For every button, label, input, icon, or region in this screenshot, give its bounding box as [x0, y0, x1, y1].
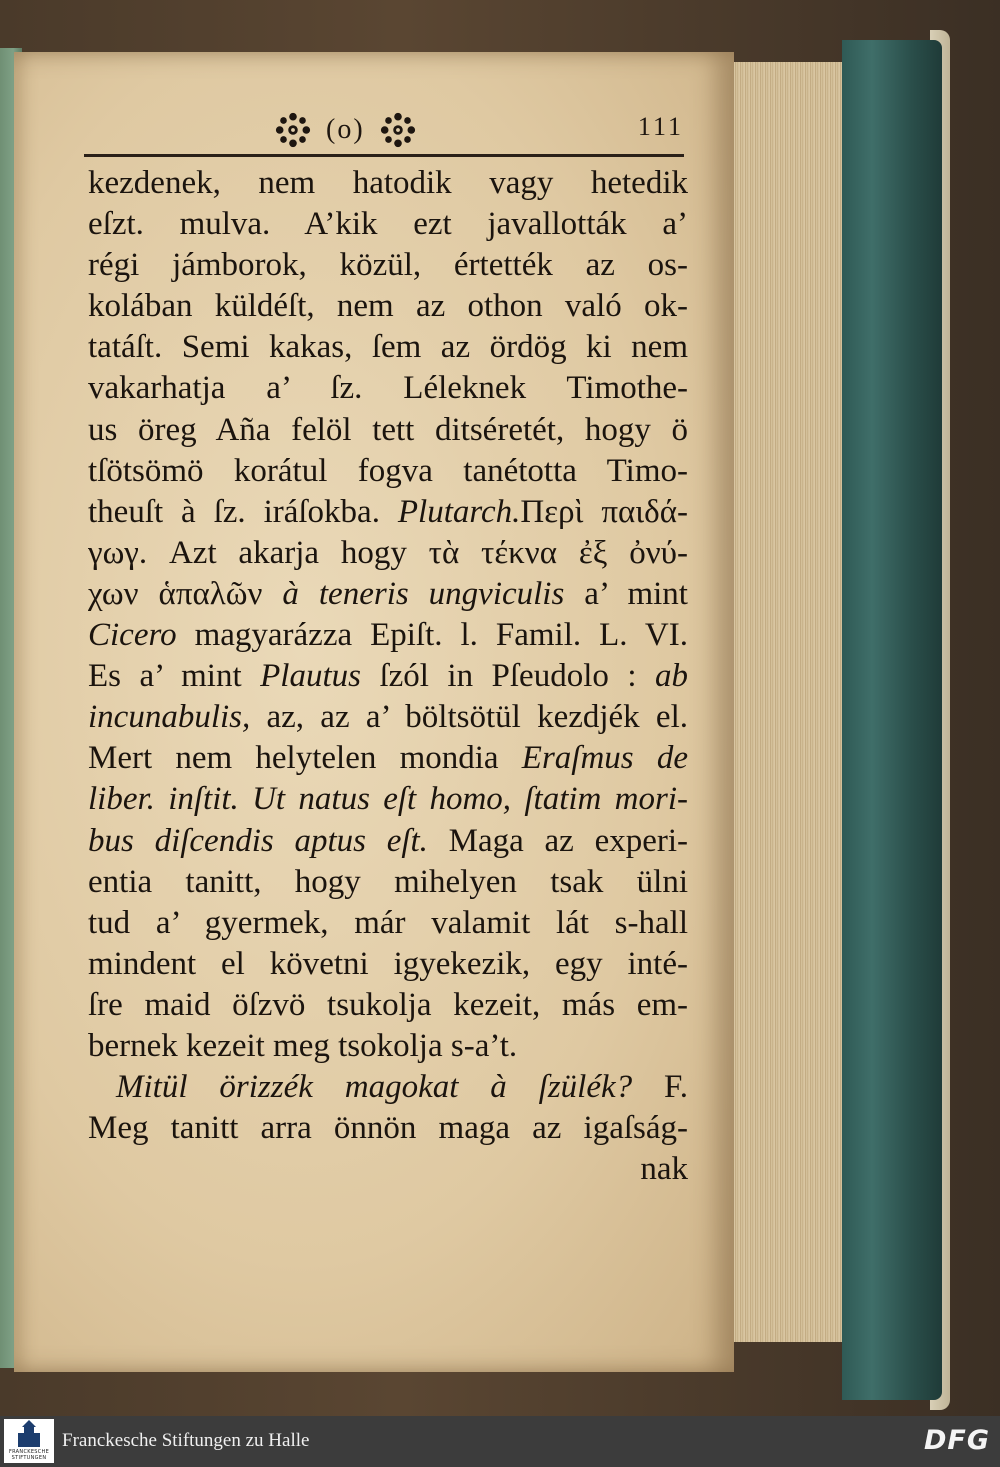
- text-line: [88, 862, 688, 903]
- building-icon: [4, 1419, 54, 1453]
- text-line: [88, 821, 688, 862]
- roman-text: Περὶ παιδά-: [520, 493, 688, 530]
- roman-text: χων ἁπαλῶν: [88, 575, 283, 612]
- text-line: [88, 985, 688, 1026]
- text-line: [88, 286, 688, 327]
- text-line: [88, 204, 688, 245]
- text-line: [88, 451, 688, 492]
- roman-text: Maga az experi-: [427, 822, 688, 859]
- text-line: [88, 574, 688, 615]
- book-cover-right: [842, 40, 942, 1400]
- italic-text: ab: [655, 658, 688, 695]
- text-line: [88, 368, 688, 409]
- roman-text: F.: [632, 1069, 688, 1106]
- text-line: [88, 779, 688, 820]
- text-line: [88, 327, 688, 368]
- roman-text: ſzól in Pſeudolo :: [360, 658, 655, 695]
- dfg-logo: DFG: [923, 1425, 990, 1456]
- italic-text: à teneris ungviculis: [282, 575, 565, 612]
- text-line: [88, 245, 688, 286]
- header-mark: (o): [326, 114, 365, 145]
- text-line: [88, 533, 688, 574]
- text-line: [88, 1108, 688, 1149]
- page-edges: [726, 62, 846, 1342]
- roman-text: kolában küldéſt, nem az othon való ok-: [88, 288, 688, 325]
- footer-bar: [0, 1416, 1000, 1467]
- roman-text: Mert nem helytelen mondia: [88, 740, 522, 777]
- roman-text: eſzt. mulva. A’kik ezt javallották a’: [88, 206, 688, 243]
- roman-text: régi jámborok, közül, értették az os-: [88, 247, 688, 284]
- italic-text: incunabulis,: [88, 699, 251, 736]
- roman-text: tud a’ gyermek, már valamit lát s-hall: [88, 904, 688, 941]
- roman-text: theuſt à ſz. iráſokba.: [88, 493, 398, 530]
- roman-text: entia tanitt, hogy mihelyen tsak ülni: [88, 863, 688, 900]
- roman-text: tatáſt. Semi kakas, ſem az ördög ki nem: [88, 329, 688, 366]
- floral-ornament-icon: [379, 111, 417, 149]
- roman-text: mindent el követni igyekezik, egy inté-: [88, 945, 688, 982]
- italic-text: bus diſcendis aptus eſt.: [88, 822, 428, 859]
- header-rule: [84, 154, 684, 157]
- roman-text: us öreg Aña felöl tett ditséretét, hogy ö: [88, 411, 688, 448]
- roman-text: tſötsömö korátul fogva tanétotta Timo-: [88, 452, 688, 489]
- roman-text: a’ mint: [564, 575, 688, 612]
- italic-text: Plautus: [260, 658, 361, 695]
- italic-text: liber. inſtit. Ut natus eſt homo, ſtatim mori-: [88, 781, 688, 818]
- footer-title: Franckesche Stiftungen zu Halle: [62, 1430, 310, 1451]
- page-number: 111: [637, 112, 684, 141]
- roman-text: bernek kezeit meg tsokolja s-a’t.: [88, 1027, 518, 1064]
- italic-text: Plutarch.: [397, 493, 521, 530]
- roman-text: nak: [640, 1151, 688, 1188]
- franckesche-stiftungen-logo-icon: [4, 1419, 54, 1463]
- italic-text: Mitül örizzék magokat à ſzülék?: [116, 1069, 633, 1106]
- italic-text: Eraſmus de: [521, 740, 688, 777]
- floral-ornament-icon: [274, 111, 312, 149]
- italic-text: Cicero: [88, 617, 177, 654]
- text-line: [88, 410, 688, 451]
- text-line: [88, 697, 688, 738]
- logo-text: FRANCKESCHE STIFTUNGEN: [8, 1449, 50, 1461]
- body-text: [88, 163, 688, 1190]
- running-header: [84, 108, 684, 152]
- header-ornaments: [274, 108, 417, 152]
- text-line: [88, 1067, 688, 1108]
- text-line: [88, 1149, 688, 1190]
- roman-text: γωγ. Azt akarja hogy τὰ τέκνα ἐξ ὀνύ-: [88, 534, 688, 571]
- roman-text: Es a’ mint: [88, 658, 261, 695]
- roman-text: Meg tanitt arra önnön maga az igaſság-: [88, 1110, 688, 1147]
- roman-text: ſre maid öſzvö tsukolja kezeit, más em-: [88, 986, 688, 1023]
- text-line: [88, 492, 688, 533]
- text-line: [88, 903, 688, 944]
- roman-text: vakarhatja a’ ſz. Léleknek Timothe-: [88, 370, 688, 407]
- text-line: [88, 615, 688, 656]
- roman-text: az, az a’ böltsötül kezdjék el.: [250, 699, 688, 736]
- text-line: [88, 1026, 688, 1067]
- roman-text: magyarázza Epiſt. l. Famil. L. VI.: [176, 617, 688, 654]
- text-line: [88, 656, 688, 697]
- text-line: [88, 944, 688, 985]
- text-line: [88, 163, 688, 204]
- roman-text: kezdenek, nem hatodik vagy hetedik: [88, 165, 688, 201]
- text-line: [88, 738, 688, 779]
